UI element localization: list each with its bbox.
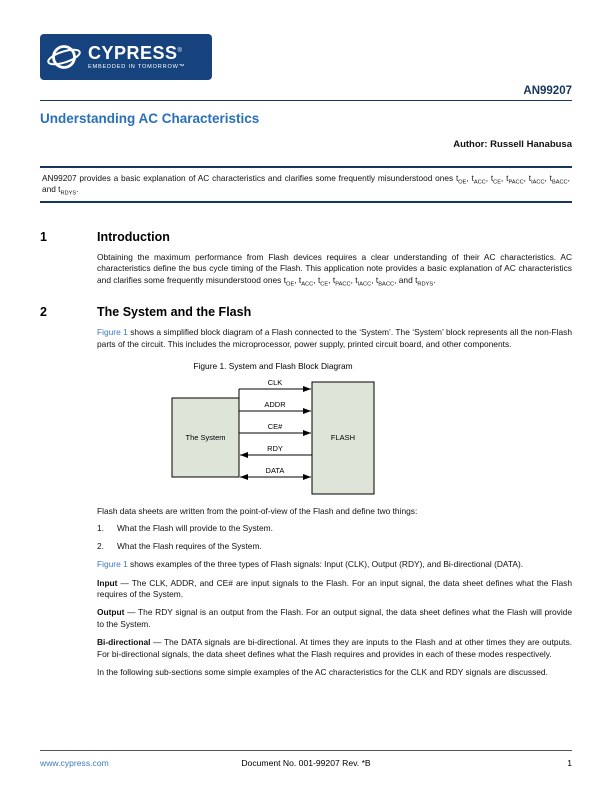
signal-label-ce: CE# [267,422,283,432]
input-text: — The CLK, ADDR, and CE# are input signals to the Flash. For an input signal, the data sheet defines what the Flash requires of the System. [97,577,572,600]
closing-paragraph: In the following sub-sections some simple examples of the AC characteristics for the CLK and RDY signals are discussed. [97,667,548,678]
intro-text: Obtaining the maximum performance from Flash devices requires a clear understanding of their AC characteristics. AC characteristics define the bus cycle timing of the Flash. This application note provides a basic explanation of AC characteristics and clarifies some frequently misunderstood ones [97,252,572,285]
registered-mark: ® [177,47,183,54]
page-footer [40,750,572,768]
system-flash-block-diagram [167,377,379,499]
input-lead: Input [97,577,118,588]
system-paragraph [97,327,572,350]
abstract-timing-params: $t_{OE}$, $t_{ACC}$, $t_{CE}$, $t_{PACC}$, $t_{IACC}$, $t_{BACC}$, and $t_{RDYS}$. [42,173,570,197]
signal-label-addr: ADDR [264,400,286,410]
list-item [97,541,572,552]
abstract-text: AN99207 provides a basic explanation of AC characteristics and clarifies some frequently misunderstood ones [42,173,456,183]
section-system-and-flash [40,305,572,678]
brand-tagline: EMBEDDED IN TOMORROW™ [88,63,186,70]
input-paragraph [97,578,572,601]
list-text: What the Flash requires of the System. [117,540,262,551]
footer-doc-info: Document No. 001-99207 Rev. *B [241,758,371,768]
list-item [97,523,572,534]
bidirectional-paragraph [97,637,572,660]
figure-1-link[interactable]: Figure 1 [97,559,128,570]
brand-name: CYPRESS [88,42,178,63]
logo-text [88,44,185,71]
doc-number: AN99207 [523,85,572,97]
header-rule [40,100,572,101]
list-text: What the Flash will provide to the System. [117,523,273,534]
signal-types-paragraph [97,559,572,570]
system-paragraph-text: shows a simplified block diagram of a Flash connected to the ‘System’. The ‘System’ block represents all the non-Flash parts of the circuit. This includes the microprocessor, power supply, printed circuit board, and other components. [97,327,572,349]
output-text: — The RDY signal is an output from the Flash. For an output signal, the data sheet defines what the Flash will provide to the System. [97,607,572,629]
figure-1-link[interactable]: Figure 1 [97,327,128,338]
footer-page-number: 1 [567,758,572,768]
page-title: Understanding AC Characteristics [40,111,260,126]
cypress-emblem-icon [46,39,82,75]
signal-label-data: DATA [265,466,285,476]
abstract-box [40,166,572,203]
section-heading: Introduction [97,230,170,244]
author-line: Author: Russell Hanabusa [453,139,572,150]
output-paragraph [97,607,572,630]
section-introduction [40,230,572,286]
list-number: 1. [97,523,104,534]
datasheet-paragraph: Flash data sheets are written from the point-of-view of the Flash and define two things: [97,506,418,517]
figure-1 [167,361,379,499]
bidirectional-lead: Bi-directional [97,637,151,648]
section-number: 1 [40,230,47,244]
intro-paragraph [97,252,572,286]
bidirectional-text: — The DATA signals are bi-directional. At times they are inputs to the Flash and at other times they are outputs. For bi-directional signals, the data sheet defines what the Flash requires and provides in each of these modes respectively. [97,637,572,659]
intro-timing-params: $t_{OE}$, $t_{ACC}$, $t_{CE}$, $t_{PACC}$, $t_{IACC}$, $t_{BACC}$, and $t_{RDYS}$. [283,274,436,288]
footer-website-link[interactable]: www.cypress.com [40,758,109,768]
output-lead: Output [97,607,125,618]
section-number: 2 [40,305,47,320]
system-block-label: The System [185,433,226,443]
signal-label-rdy: RDY [267,444,283,454]
signal-label-clk: CLK [267,378,283,388]
flash-block-label: FLASH [330,433,356,443]
section-heading: The System and the Flash [97,305,252,320]
list-number: 2. [97,540,104,551]
signal-types-text: shows examples of the three types of Flash signals: Input (CLK), Output (RDY), and Bi-directional (DATA). [127,559,524,570]
figure-caption: Figure 1. System and Flash Block Diagram [193,361,353,372]
cypress-logo [40,34,212,80]
